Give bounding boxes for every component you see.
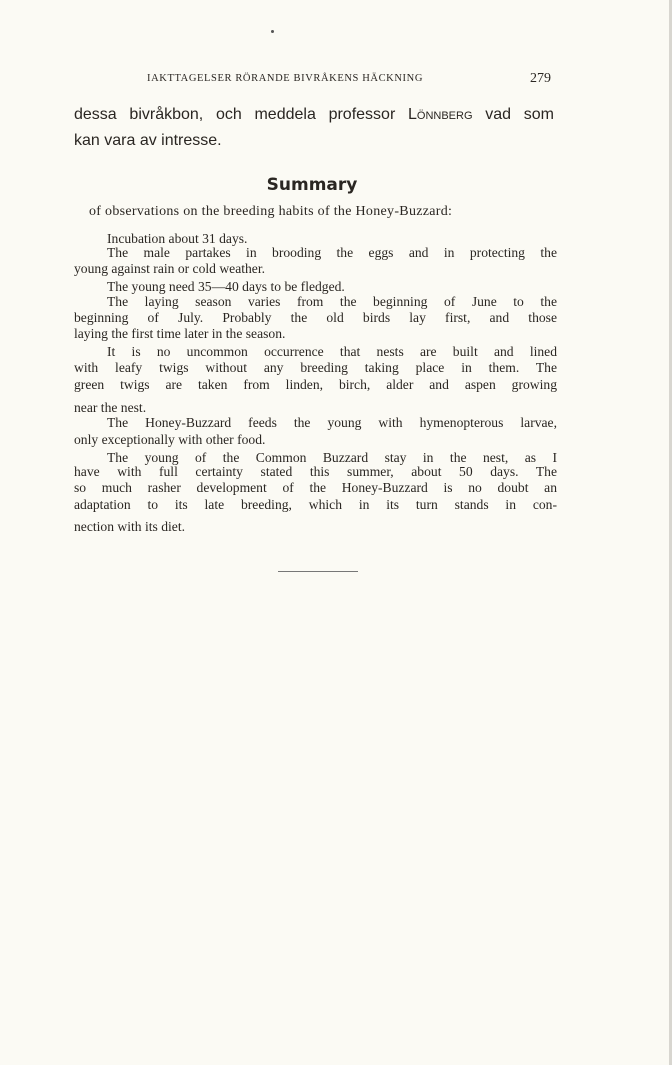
summary-line: It is no uncommon occurrence that nests are built and lined (107, 344, 557, 359)
summary-line: The Honey-Buzzard feeds the young with hymenopterous larvae, (107, 415, 557, 430)
summary-line: nection with its diet. (74, 519, 186, 534)
speck (271, 30, 274, 33)
intro-text: dessa bivråkbon, och meddela professor (74, 106, 408, 123)
summary-line: so much rasher development of the Honey-Buzzard is no doubt an (74, 480, 557, 495)
summary-line: Incubation about 31 days. (107, 231, 248, 246)
summary-line: The laying season varies from the beginning of June to the (107, 294, 557, 309)
intro-line-2: kan vara av intresse. (74, 132, 222, 149)
summary-line: only exceptionally with other food. (74, 432, 266, 447)
summary-line: laying the first time later in the season. (74, 326, 286, 341)
end-rule (278, 571, 358, 572)
summary-line: with leafy twigs without any breeding taking place in them. The (74, 360, 557, 375)
intro-line-1 (74, 106, 554, 124)
summary-line: beginning of July. Probably the old birds lay first, and those (74, 310, 557, 325)
section-subtitle: of observations on the breeding habits of the Honey-Buzzard: (89, 204, 453, 219)
summary-line: young against rain or cold weather. (74, 261, 266, 276)
author-name: Lönnberg (408, 106, 473, 123)
intro-text: vad som (472, 106, 554, 123)
summary-line: The young of the Common Buzzard stay in the nest, as I (107, 450, 557, 465)
summary-line: adaptation to its late breeding, which in its turn stands in con- (74, 497, 557, 512)
section-title: Summary (266, 175, 358, 195)
summary-line: The male partakes in brooding the eggs and in protecting the (107, 245, 557, 260)
page-number: 279 (530, 71, 551, 86)
summary-line: The young need 35—40 days to be fledged. (107, 279, 345, 294)
summary-line: have with full certainty stated this summer, about 50 days. The (74, 464, 557, 479)
summary-line: green twigs are taken from linden, birch, alder and aspen growing (74, 377, 557, 392)
summary-line: near the nest. (74, 400, 147, 415)
running-header: IAKTTAGELSER RÖRANDE BIVRÅKENS HÄCKNING (147, 73, 424, 84)
